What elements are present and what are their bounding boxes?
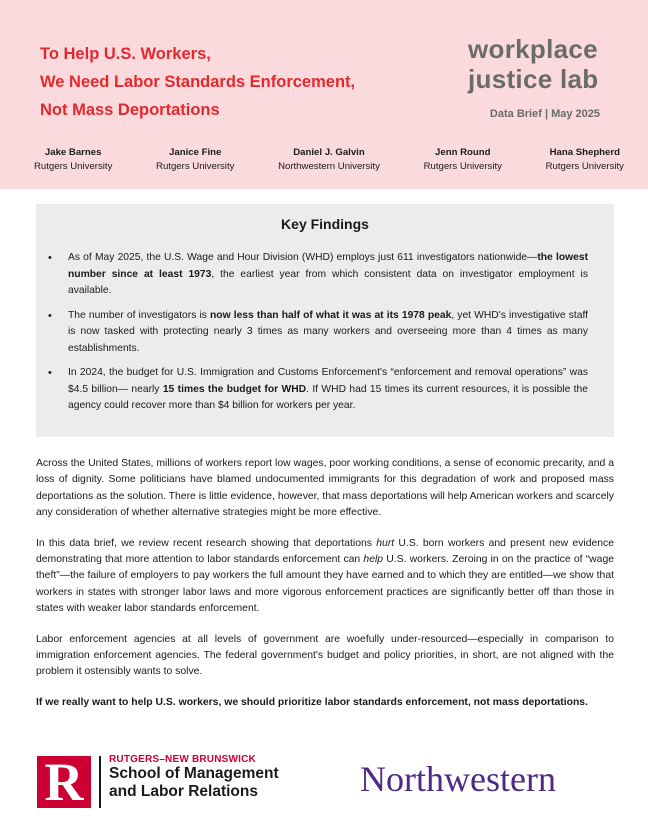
- paragraph-emphasis: help: [363, 554, 384, 566]
- body-text: [36, 456, 614, 725]
- finding-text: As of May 2025, the U.S. Wage and Hour Division (WHD) employs just 611 investigators nationwide—: [68, 252, 538, 263]
- finding-emphasis: the lowest number since at least 1973: [68, 252, 589, 280]
- rutgers-campus: RUTGERS–NEW BRUNSWICK: [109, 754, 256, 765]
- key-findings-heading: Key Findings: [281, 216, 369, 232]
- logo-divider: [99, 756, 101, 808]
- author: [546, 146, 624, 174]
- conclusion-paragraph: If we really want to help U.S. workers, we should prioritize labor standards enforcement, not mass deportations.: [36, 696, 588, 708]
- author-affiliation: Rutgers University: [156, 161, 235, 172]
- finding-item: [68, 250, 588, 300]
- header-banner: [0, 0, 648, 189]
- title-line-3: Not Mass Deportations: [40, 101, 220, 119]
- paragraph-text: U.S. born workers and present new evidence demonstrating that more attention to labor standards enforcement can: [36, 537, 615, 566]
- workplace-justice-lab-logo: [468, 34, 598, 94]
- author-name: Jenn Round: [435, 147, 491, 158]
- title-line-2: We Need Labor Standards Enforcement,: [40, 73, 356, 91]
- northwestern-logo: Northwestern: [360, 759, 556, 799]
- finding-text: . If WHD had 15 times its current resources, it is possible the agency could recover more than $4 billion for workers per year.: [68, 383, 588, 411]
- author-name: Hana Shepherd: [549, 147, 620, 158]
- brand-line-1: workplace: [468, 34, 598, 64]
- finding-item: [68, 365, 588, 415]
- author-name: Jake Barnes: [44, 147, 102, 158]
- author-affiliation: Rutgers University: [423, 161, 502, 172]
- title-line-1: To Help U.S. Workers,: [40, 45, 211, 63]
- finding-text: The number of investigators is: [68, 309, 211, 321]
- brand-line-2: justice lab: [468, 64, 599, 94]
- rutgers-school-line-1: School of Management: [109, 765, 279, 782]
- author: [424, 146, 502, 174]
- paragraph: Labor enforcement agencies at all levels of government are woefully under-resourced—especially in comparison to immigration enforcement agencies. The federal government's budget and policy priorities, in short, are not aligned with the problem it ostensibly wants to solve.: [36, 633, 614, 678]
- finding-emphasis: now less than half of what it was at its 1978 peak: [210, 309, 452, 321]
- paragraph: [36, 536, 614, 618]
- paragraph-emphasis: hurt: [376, 537, 395, 549]
- finding-emphasis: 15 times the budget for WHD: [162, 383, 307, 395]
- author-affiliation: Rutgers University: [545, 161, 624, 172]
- author: [156, 146, 234, 174]
- finding-item: [68, 308, 588, 358]
- rutgers-wordmark: [109, 754, 279, 801]
- finding-text: In 2024, the budget for U.S. Immigration and Customs Enforcement's “enforcement and removal operations” was $4.5 billion— nearly: [68, 367, 588, 395]
- brief-label: Data Brief | May 2025: [489, 108, 600, 120]
- finding-text: , the earliest year from which consistent data on investigator employment is available.: [68, 268, 588, 296]
- paragraph-text: U.S. workers. Zeroing in on the practice of “wage theft”—the failure of employers to pay workers the full amount they have earned and to which they are entitled—we show that workers in states with stronger labor laws and more vigorous enforcement practices are significantly better off than those in states with weaker labor standards enforcement.: [36, 554, 614, 615]
- author-name: Janice Fine: [169, 147, 222, 158]
- paragraph-text: In this data brief, we review recent research showing that deportations: [36, 537, 377, 549]
- finding-text: , yet WHD's investigative staff is now tasked with protecting nearly 3 times as many workers and overseeing more than 4 times as many establishments.: [68, 309, 588, 354]
- author-list: [34, 146, 624, 174]
- rutgers-letter: R: [44, 752, 84, 812]
- page-title: [40, 40, 420, 124]
- paragraph: Across the United States, millions of workers report low wages, poor working conditions, a sense of economic precarity, and a loss of dignity. Some politicians have blamed undocumented immigrants for this degradation of work and proposed mass deportations as the solution. There is little evidence, however, that mass deportations will help American workers and scarcely any consideration of whether alternative strategies might be more effective.: [36, 458, 614, 519]
- rutgers-logo: [37, 754, 297, 810]
- author: [34, 146, 112, 174]
- author: [278, 146, 380, 174]
- key-findings-box: [36, 204, 614, 437]
- key-findings-list: [36, 250, 614, 423]
- rutgers-school-line-2: and Labor Relations: [109, 783, 258, 800]
- author-affiliation: Northwestern University: [278, 161, 380, 172]
- author-name: Daniel J. Galvin: [293, 147, 365, 158]
- author-affiliation: Rutgers University: [34, 161, 113, 172]
- rutgers-r-mark: [37, 752, 91, 812]
